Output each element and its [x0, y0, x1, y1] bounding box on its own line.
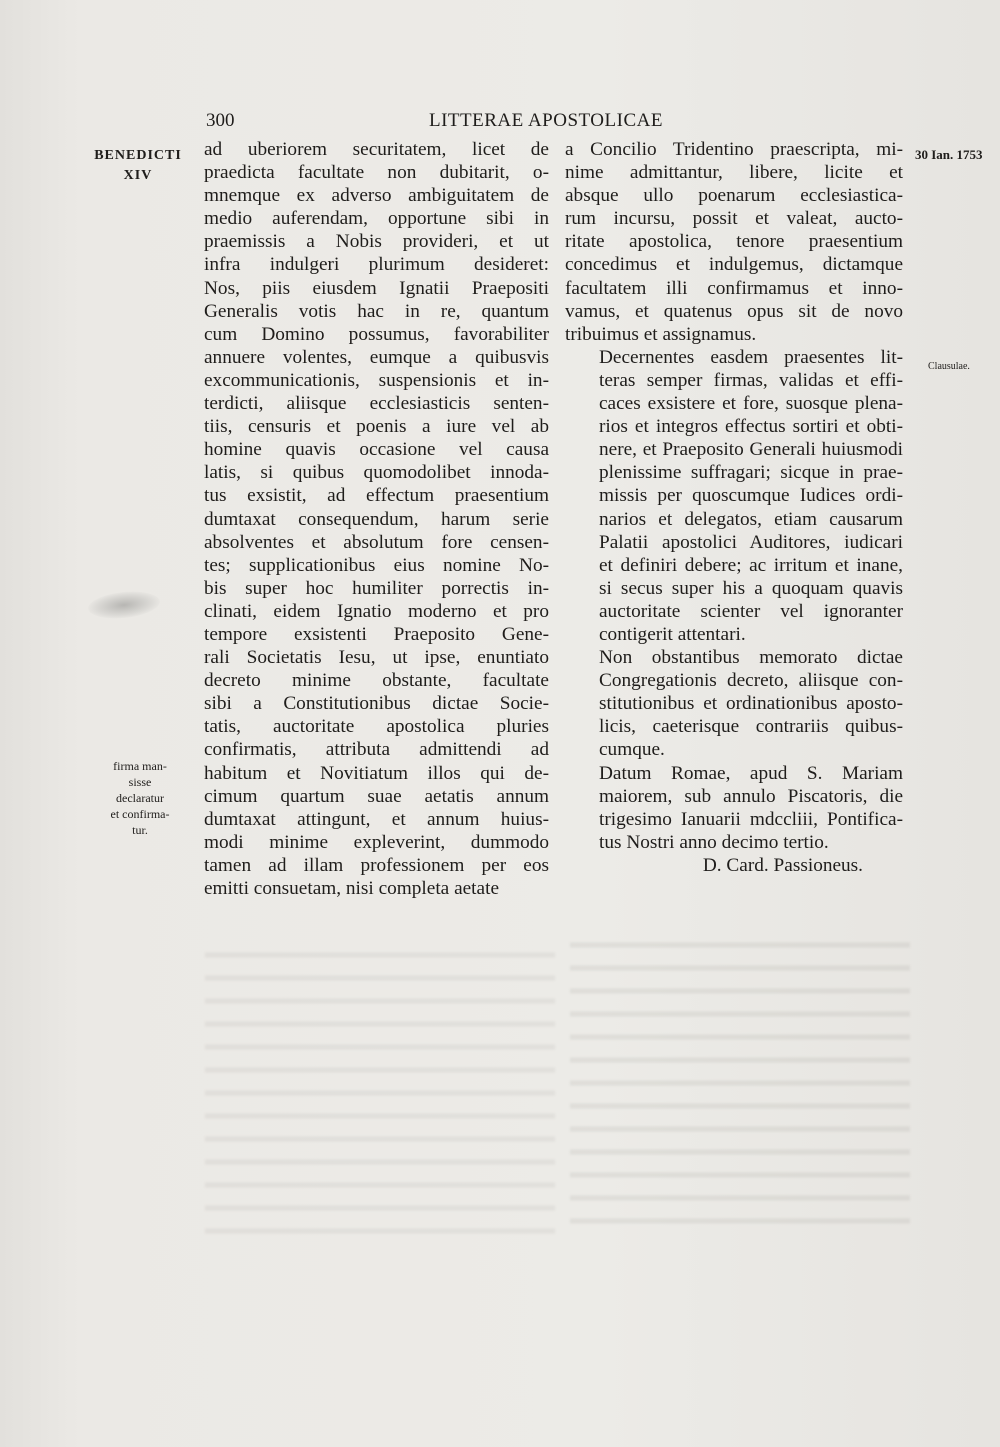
- paragraph-decernentes: [565, 346, 903, 646]
- text-line: ritate apostolica, tenore praesentium: [565, 231, 903, 253]
- margin-note: [98, 758, 182, 838]
- text-line: decreto minime obstante, facultate: [204, 670, 549, 692]
- text-line: missis per quoscumque Iudices ordi-: [599, 485, 903, 507]
- text-line: si secus super his a quoquam quavis: [599, 577, 903, 599]
- margin-note-line: firma man-: [113, 759, 167, 773]
- text-line: cimum quartum suae aetatis annum: [204, 785, 549, 807]
- text-line: praedicta facultate non dubitarit, o-: [204, 162, 549, 184]
- right-column: [565, 138, 903, 877]
- text-line: latis, si quibus quomodolibet innoda-: [204, 462, 549, 484]
- margin-note-line: et confirma-: [110, 807, 170, 821]
- paragraph-concession: [565, 138, 903, 346]
- text-line: absque ullo poenarum ecclesiastica-: [565, 185, 903, 207]
- text-line: vamus, et quatenus opus sit de novo: [565, 300, 903, 322]
- text-line: mnemque ex adverso ambiguitatem de: [204, 185, 549, 207]
- text-line: annuere volentes, eumque a quibusvis: [204, 346, 549, 368]
- text-line: nime admittantur, libere, licite et: [565, 162, 903, 184]
- text-line: ad uberiorem securitatem, licet de: [204, 139, 549, 160]
- left-column: [204, 138, 549, 900]
- margin-note-line: declaratur: [116, 791, 164, 805]
- text-line: tamen ad illam professionem per eos: [204, 854, 549, 876]
- margin-note-line: tur.: [132, 823, 148, 837]
- text-line: homine quavis occasione vel causa: [204, 439, 549, 461]
- text-line: a Concilio Tridentino praescripta, mi-: [565, 139, 903, 160]
- text-line: tes; supplicationibus eius nomine No-: [204, 554, 549, 576]
- text-line: caces exsistere et fore, suosque plena-: [599, 393, 903, 415]
- margin-author-line: XIV: [123, 168, 153, 183]
- text-line: habitum et Novitiatum illos qui de-: [204, 762, 549, 784]
- text-line: Generalis votis hac in re, quantum: [204, 300, 549, 322]
- paragraph-non-obstantibus: [565, 646, 903, 761]
- text-line: tiis, censuris et poenis a iure vel ab: [204, 416, 549, 438]
- text-line: tempore exsistenti Praeposito Gene-: [204, 623, 549, 645]
- text-line: narios et delegatos, etiam causarum: [599, 508, 903, 530]
- text-line: plenissime suffragari; sicque in prae-: [599, 462, 903, 484]
- text-line: rum incursu, possit et valeat, aucto-: [565, 208, 903, 230]
- text-line: contigerit attentari.: [599, 623, 746, 645]
- margin-note-line: sisse: [128, 775, 152, 789]
- text-line: emitti consuetam, nisi completa aetate: [204, 878, 500, 899]
- text-line: cum Domino possumus, favorabiliter: [204, 323, 549, 345]
- text-line: absolventes et absolutum fore censen-: [204, 531, 549, 553]
- text-line: auctoritate scienter vel ignoranter: [599, 600, 903, 622]
- text-line: bis super hoc humiliter porrectis in-: [204, 577, 549, 599]
- text-line: dumtaxat attingunt, et annum huius-: [204, 808, 549, 830]
- text-line: rali Societatis Iesu, ut ipse, enuntiato: [204, 647, 549, 669]
- signature: D. Card. Passioneus.: [702, 854, 863, 876]
- text-line: Datum Romae, apud S. Mariam: [599, 762, 903, 784]
- text-line: maiorem, sub annulo Piscatoris, die: [599, 785, 903, 807]
- text-line: rios et integros effectus sortiri et obti-: [599, 416, 903, 438]
- text-line: tatis, auctoritate apostolica pluries: [204, 716, 549, 738]
- text-line: Decernentes easdem praesentes lit-: [599, 346, 903, 368]
- text-line: sibi a Constitutionibus dictae Socie-: [204, 693, 549, 715]
- text-line: confirmatis, attributa admittendi ad: [204, 739, 549, 761]
- text-line: tus exsistit, ad effectum praesentium: [204, 485, 549, 507]
- bleed-through-texture: [205, 940, 555, 1240]
- text-line: trigesimo Ianuarii mdccliii, Pontifica-: [599, 808, 903, 830]
- text-line: licis, caeterisque contrariis quibus-: [599, 716, 903, 738]
- text-line: medio auferendam, opportune sibi in: [204, 208, 549, 230]
- paper-stain: [87, 588, 161, 621]
- text-line: Nos, piis eiusdem Ignatii Praepositi: [204, 277, 549, 299]
- text-line: dumtaxat consequendum, harum serie: [204, 508, 549, 530]
- text-line: cumque.: [599, 739, 665, 761]
- text-line: Palatii apostolici Auditores, iudicari: [599, 531, 903, 553]
- text-line: stitutionibus et ordinationibus aposto-: [599, 693, 903, 715]
- margin-date: 30 Ian. 1753: [915, 147, 983, 162]
- text-line: tribuimus et assignamus.: [565, 323, 757, 345]
- text-line: teras semper firmas, validas et effi-: [599, 369, 903, 391]
- running-title: LITTERAE APOSTOLICAE: [429, 110, 663, 131]
- margin-author: [88, 146, 188, 186]
- text-line: terdicti, aliisque ecclesiasticis senten-: [204, 393, 549, 415]
- text-line: et definiri debere; ac irritum et inane,: [599, 554, 903, 576]
- page-header: [0, 106, 1000, 136]
- margin-clausulae: Clausulae.: [928, 361, 970, 372]
- margin-author-line: BENEDICTI: [94, 148, 182, 163]
- text-line: concedimus et indulgemus, dictamque: [565, 254, 903, 276]
- text-line: nere, et Praeposito Generali huiusmodi: [599, 439, 903, 461]
- text-line: Non obstantibus memorato dictae: [599, 647, 903, 669]
- text-line: praemissis a Nobis provideri, et ut: [204, 231, 549, 253]
- text-line: tus Nostri anno decimo tertio.: [599, 831, 829, 853]
- bleed-through-texture: [570, 930, 910, 1230]
- text-line: Congregationis decreto, aliisque con-: [599, 670, 903, 692]
- text-line: facultatem illi confirmamus et inno-: [565, 277, 903, 299]
- text-line: excommunicationis, suspensionis et in-: [204, 369, 549, 391]
- text-line: clinati, eidem Ignatio moderno et pro: [204, 600, 549, 622]
- text-line: infra indulgeri plurimum desideret:: [204, 254, 549, 276]
- text-line: modi minime expleverint, dummodo: [204, 831, 549, 853]
- page-number: 300: [206, 110, 235, 131]
- left-column-paragraph: [204, 138, 549, 900]
- paragraph-datum: [565, 762, 903, 854]
